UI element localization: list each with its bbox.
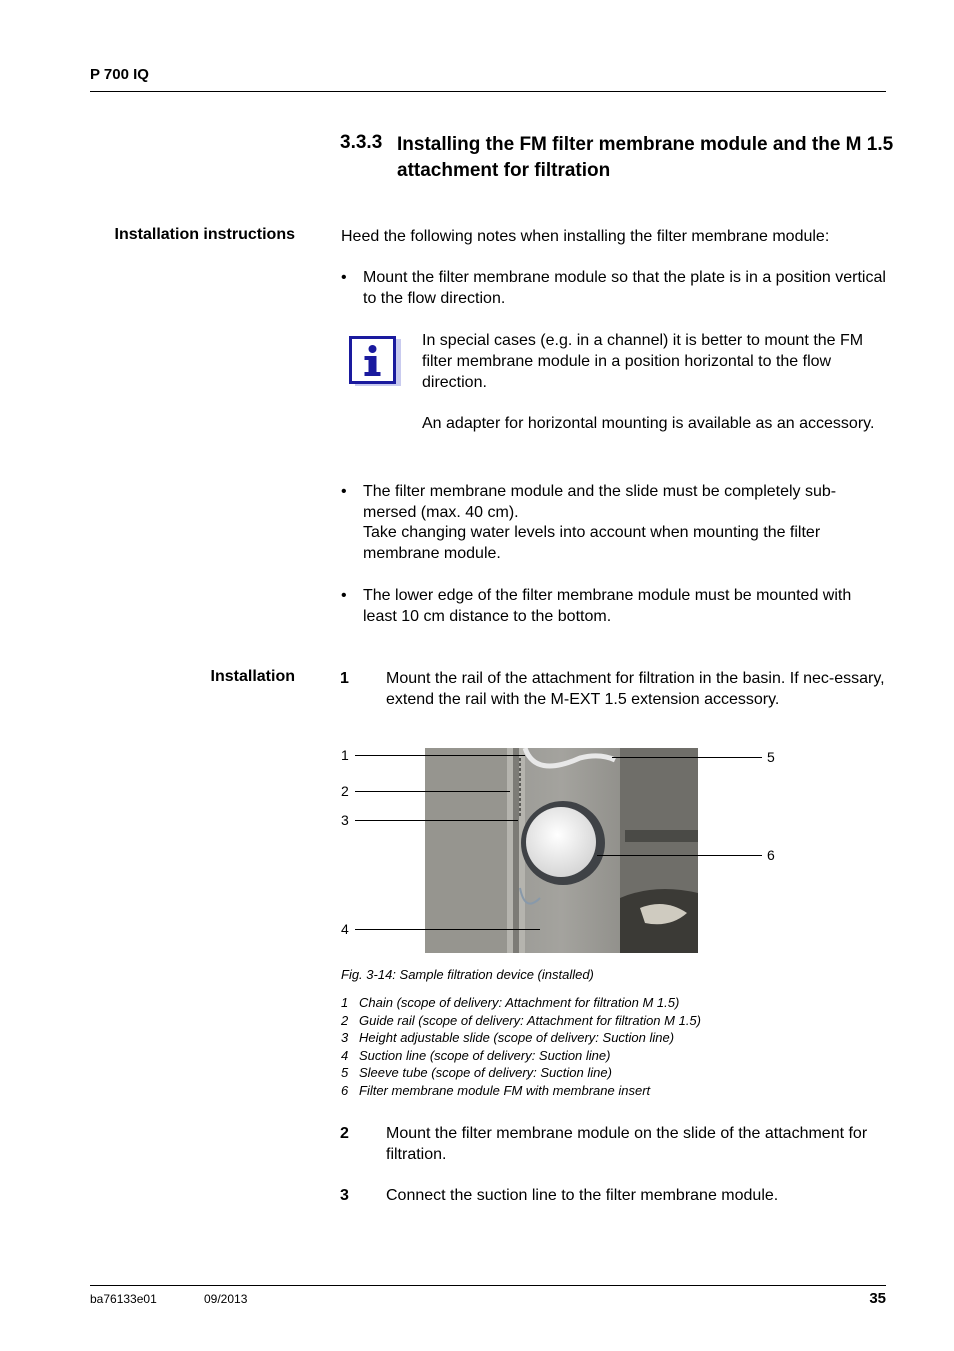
footer-document-id: ba76133e01 — [90, 1292, 157, 1306]
callout-line-4 — [355, 929, 540, 930]
callout-line-6 — [597, 855, 762, 856]
callout-1: 1 — [341, 747, 349, 763]
step-number-3: 3 — [340, 1187, 349, 1204]
callout-4: 4 — [341, 921, 349, 937]
callout-5: 5 — [767, 749, 775, 765]
legend-item: 3 Height adjustable slide (scope of delivery: Suction line) — [341, 1030, 675, 1045]
bullet-lower-edge: The lower edge of the filter membrane module must be mounted with least 10 cm distance to the bottom. — [363, 587, 852, 625]
callout-3: 3 — [341, 812, 349, 828]
installed-filtration-device-photo — [425, 748, 698, 953]
callout-line-2 — [355, 791, 510, 792]
note-paragraph-2: An adapter for horizontal mounting is available as an accessory. — [422, 415, 875, 432]
figure-caption: Fig. 3-14: Sample filtration device (installed) — [341, 967, 594, 982]
bullet-marker: • — [341, 587, 347, 604]
legend-item: 6 Filter membrane module FM with membrane insert — [341, 1083, 651, 1098]
bullet-mount-vertical: Mount the filter membrane module so that the plate is in a position vertical to the flow direction. — [363, 269, 886, 307]
callout-6: 6 — [767, 847, 775, 863]
side-heading-installation: Installation — [210, 668, 295, 685]
info-icon — [349, 333, 401, 386]
step-text-3: Connect the suction line to the filter membrane module. — [386, 1187, 779, 1204]
bullet-marker: • — [341, 269, 347, 286]
callout-line-1 — [355, 755, 525, 756]
legend-item: 2 Guide rail (scope of delivery: Attachment for filtration M 1.5) — [341, 1013, 701, 1028]
legend-item: 4 Suction line (scope of delivery: Suction line) — [341, 1048, 611, 1063]
legend-item: 1 Chain (scope of delivery: Attachment for filtration M 1.5) — [341, 995, 680, 1010]
bullet-submersed: The filter membrane module and the slide must be completely sub-mersed (max. 40 cm). — [363, 483, 837, 521]
running-header-title: P 700 IQ — [90, 66, 149, 83]
intro-paragraph: Heed the following notes when installing the filter membrane module: — [341, 228, 830, 245]
footer-rule — [90, 1285, 886, 1286]
footer-date: 09/2013 — [204, 1292, 248, 1306]
callout-line-5 — [612, 757, 762, 758]
page-number: 35 — [869, 1290, 886, 1307]
callout-2: 2 — [341, 783, 349, 799]
header-rule — [90, 91, 886, 92]
legend-item: 5 Sleeve tube (scope of delivery: Suction line) — [341, 1065, 612, 1080]
step-number-1: 1 — [340, 670, 349, 687]
section-number: 3.3.3 — [340, 132, 383, 153]
step-number-2: 2 — [340, 1125, 349, 1142]
callout-line-3 — [355, 820, 518, 821]
step-text-2: Mount the filter membrane module on the slide of the attachment for filtration. — [386, 1125, 868, 1163]
bullet-marker: • — [341, 483, 347, 500]
note-paragraph-1: In special cases (e.g. in a channel) it is better to mount the FM filter membrane module in a position horizontal to the flow direction. — [422, 332, 864, 391]
side-heading-installation-instructions: Installation instructions — [114, 226, 295, 243]
bullet-water-levels: Take changing water levels into account when mounting the filter membrane module. — [363, 524, 821, 562]
section-title: Installing the FM filter membrane module and the M 1.5 attachment for filtration — [397, 134, 894, 181]
step-text-1: Mount the rail of the attachment for filtration in the basin. If nec-essary, extend the rail with the M-EXT 1.5 extension accessory. — [386, 670, 885, 708]
